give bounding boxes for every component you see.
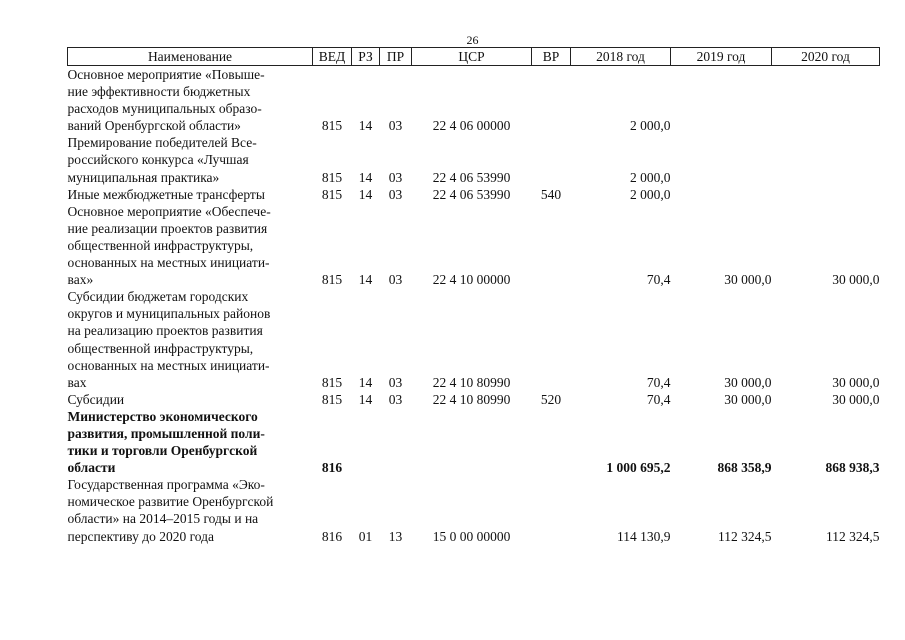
cell-name: [68, 476, 313, 544]
name-line: общественной инфраструктуры,: [67, 340, 254, 356]
cell-rz: 14: [358, 186, 373, 202]
name-line: Иные межбюджетные трансферты: [67, 186, 265, 202]
cell-2020: 30 000,0: [832, 374, 880, 390]
cell-csr: 15 0 00 00000: [432, 528, 511, 544]
name-line: основанных на местных инициати-: [67, 255, 270, 271]
cell-pr: 03: [388, 169, 403, 185]
cell-pr: 03: [388, 118, 403, 134]
cell-vr: 540: [540, 186, 562, 202]
cell-rz: 14: [358, 272, 373, 288]
cell-csr: 22 4 06 53990: [432, 169, 511, 185]
cell-name: [68, 288, 313, 391]
cell-name: [68, 408, 313, 476]
table-row: [68, 288, 880, 391]
name-line: ние эффективности бюджетных: [67, 84, 251, 100]
cell-ved: 816: [321, 528, 343, 544]
cell-pr: 03: [388, 374, 403, 390]
cell-csr: 22 4 10 80990: [432, 374, 511, 390]
header-2020: 2020 год: [772, 48, 880, 66]
name-line: Основное мероприятие «Обеспече-: [67, 203, 271, 219]
cell-2020: [772, 186, 880, 203]
name-line: Государственная программа «Эко-: [67, 477, 265, 493]
cell-2019: 30 000,0: [724, 374, 772, 390]
cell-ved: 815: [321, 169, 343, 185]
name-line: расходов муниципальных образо-: [67, 101, 262, 117]
cell-pr: 13: [388, 528, 403, 544]
cell-2019: 30 000,0: [724, 391, 772, 407]
cell-2018: 2 000,0: [630, 118, 671, 134]
cell-name: [68, 391, 313, 408]
name-line: Премирование победителей Все-: [67, 135, 257, 151]
cell-2020: 868 938,3: [825, 460, 880, 476]
cell-pr: [380, 408, 412, 476]
cell-2019: [671, 66, 772, 135]
cell-csr: [412, 408, 532, 476]
cell-ved: 815: [321, 374, 343, 390]
name-line: округов и муниципальных районов: [67, 306, 271, 322]
table-row: [68, 476, 880, 544]
table-row: [68, 134, 880, 185]
name-line: номическое развитие Оренбургской: [67, 494, 274, 510]
header-rz: РЗ: [352, 48, 380, 66]
header-pr: ПР: [380, 48, 412, 66]
cell-vr: [532, 134, 571, 185]
cell-2020: 30 000,0: [832, 272, 880, 288]
name-line: основанных на местных инициати-: [67, 357, 270, 373]
cell-rz: 14: [358, 391, 373, 407]
cell-csr: 22 4 06 53990: [432, 186, 511, 202]
cell-2018: 70,4: [646, 374, 671, 390]
cell-2019: 30 000,0: [724, 272, 772, 288]
name-line: вах: [67, 374, 87, 390]
cell-2018: 70,4: [646, 391, 671, 407]
cell-name: [68, 203, 313, 288]
header-csr: ЦСР: [412, 48, 532, 66]
cell-rz: 14: [358, 374, 373, 390]
cell-ved: 815: [321, 391, 343, 407]
cell-name: [68, 134, 313, 185]
name-line: ваний Оренбургской области»: [67, 118, 241, 134]
cell-rz: [352, 408, 380, 476]
table-row: [68, 66, 880, 135]
name-line: муниципальная практика»: [67, 169, 220, 185]
cell-ved: 815: [321, 118, 343, 134]
name-line: Субсидии: [67, 391, 125, 407]
name-line: российского конкурса «Лучшая: [67, 152, 249, 168]
cell-2018: 1 000 695,2: [606, 460, 671, 476]
cell-ved: 816: [321, 460, 343, 476]
header-2018: 2018 год: [571, 48, 671, 66]
cell-vr: [532, 203, 571, 288]
table-header: [68, 48, 880, 66]
table-row: [68, 408, 880, 476]
name-line: Министерство экономического: [67, 408, 258, 424]
header-ved: ВЕД: [313, 48, 352, 66]
name-line: развития, промышленной поли-: [67, 425, 265, 441]
header-name: Наименование: [68, 48, 313, 66]
cell-vr: [532, 408, 571, 476]
cell-2018: 70,4: [646, 272, 671, 288]
cell-csr: 22 4 10 00000: [432, 272, 511, 288]
name-line: общественной инфраструктуры,: [67, 237, 254, 253]
budget-table: [67, 47, 880, 545]
header-vr: ВР: [532, 48, 571, 66]
cell-2019: 112 324,5: [718, 528, 772, 544]
cell-vr: 520: [540, 391, 562, 407]
cell-rz: 14: [358, 118, 373, 134]
cell-pr: 03: [388, 272, 403, 288]
cell-2019: 868 358,9: [717, 460, 772, 476]
cell-2018: 2 000,0: [630, 186, 671, 202]
table-row: [68, 391, 880, 408]
name-line: Основное мероприятие «Повыше-: [67, 67, 265, 82]
table-row: [68, 186, 880, 203]
name-line: ние реализации проектов развития: [67, 220, 268, 236]
cell-2020: [772, 66, 880, 135]
table-row: [68, 203, 880, 288]
page-number: 26: [466, 33, 479, 47]
cell-pr: 03: [388, 391, 403, 407]
name-line: области» на 2014–2015 годы и на: [67, 511, 259, 527]
header-2019: 2019 год: [671, 48, 772, 66]
name-line: вах»: [67, 272, 94, 288]
name-line: Субсидии бюджетам городских: [67, 289, 249, 305]
cell-ved: 815: [321, 186, 343, 202]
cell-2020: 112 324,5: [826, 528, 880, 544]
cell-vr: [532, 66, 571, 135]
name-line: тики и торговли Оренбургской: [67, 443, 258, 459]
cell-csr: 22 4 06 00000: [432, 118, 511, 134]
cell-vr: [532, 288, 571, 391]
cell-2020: 30 000,0: [832, 391, 880, 407]
cell-name: [68, 186, 313, 203]
name-line: перспективу до 2020 года: [67, 528, 215, 544]
cell-name: [68, 66, 313, 135]
cell-ved: 815: [321, 272, 343, 288]
cell-rz: 14: [358, 169, 373, 185]
cell-2018: 114 130,9: [617, 528, 671, 544]
cell-2020: [772, 134, 880, 185]
cell-csr: 22 4 10 80990: [432, 391, 511, 407]
cell-pr: 03: [388, 186, 403, 202]
cell-2019: [671, 186, 772, 203]
name-line: области: [67, 460, 116, 476]
cell-rz: 01: [358, 528, 373, 544]
table-body: [68, 66, 880, 545]
cell-2019: [671, 134, 772, 185]
cell-vr: [532, 476, 571, 544]
name-line: на реализацию проектов развития: [67, 323, 263, 339]
cell-2018: 2 000,0: [630, 169, 671, 185]
